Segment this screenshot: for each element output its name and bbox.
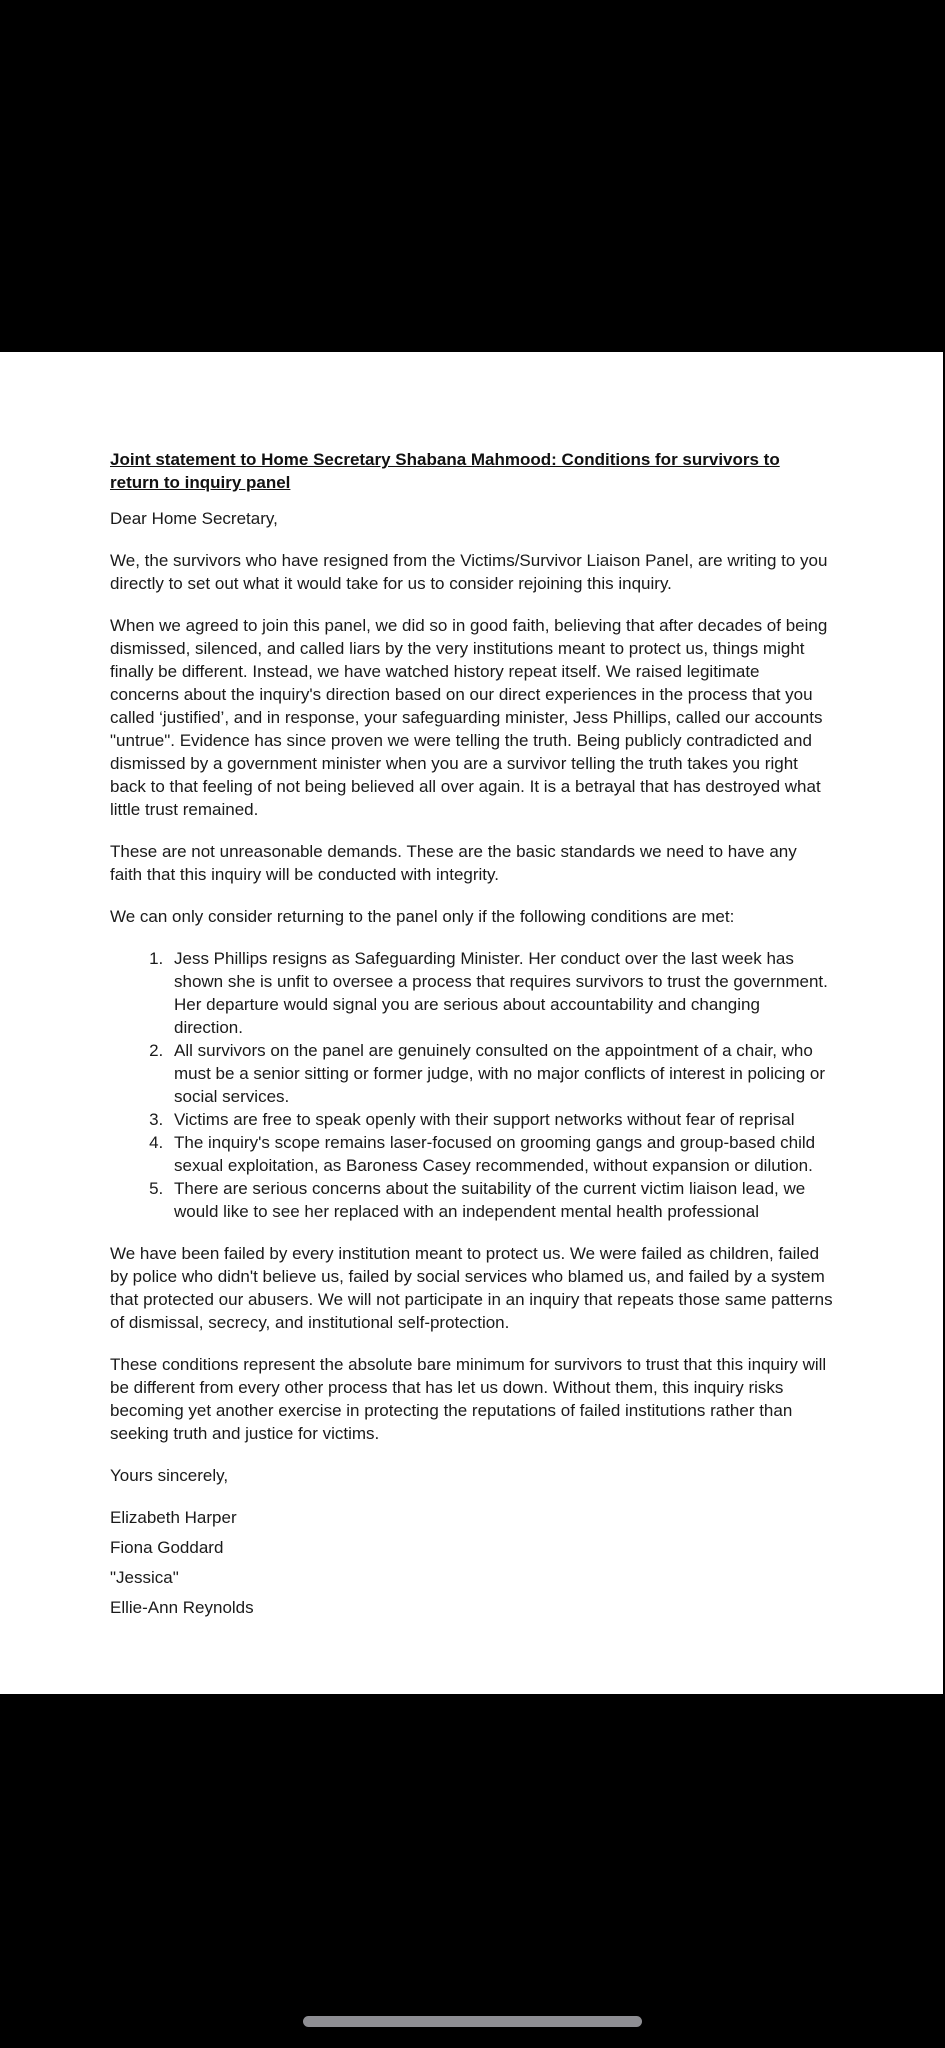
signatory: Elizabeth Harper: [110, 1508, 237, 1527]
document-page: [0, 352, 943, 1694]
paragraph-background: When we agreed to join this panel, we did so in good faith, believing that after decades of being dismissed, silenced, and called liars by the very institutions meant to protect us, things might finally be different. Instead, we have watched history repeat itself. We raised legitimate concerns about the inquiry's direction based on our direct experiences in the process that you called ‘justified’, and in response, your safeguarding minister, Jess Phillips, called our accounts "untrue". Evidence has since proven we were telling the truth. Being publicly contradicted and dismissed by a government minister when you are a survivor telling the truth takes you right back to that feeling of not being believed all over again. It is a betrayal that has destroyed what little trust remained.: [110, 616, 828, 819]
signatory: Ellie-Ann Reynolds: [110, 1598, 254, 1617]
condition-item: 5. There are serious concerns about the suitability of the current victim liaison lead, we would like to see her replaced with an independent mental health professional: [168, 1177, 833, 1223]
top-black-bar: [0, 0, 945, 352]
bottom-black-bar: [0, 1694, 945, 2048]
signatory: Fiona Goddard: [110, 1538, 224, 1557]
paragraph-intro: We, the survivors who have resigned from the Victims/Survivor Liaison Panel, are writing to you directly to set out what it would take for us to consider rejoining this inquiry.: [110, 551, 828, 593]
paragraph-failed: We have been failed by every institution meant to protect us. We were failed as children, failed by police who didn't believe us, failed by social services who blamed us, and failed by a system that protected our abusers. We will not participate in an inquiry that repeats those same patterns of dismissal, secrecy, and institutional self-protection.: [110, 1244, 833, 1332]
condition-item: 1. Jess Phillips resigns as Safeguarding Minister. Her conduct over the last week has shown she is unfit to oversee a process that requires survivors to trust the government. Her departure would signal you are serious about accountability and changing direction.: [168, 947, 833, 1039]
salutation: Dear Home Secretary,: [110, 509, 278, 528]
conditions-list: [110, 947, 833, 1223]
condition-item: 3. Victims are free to speak openly with their support networks without fear of reprisal: [168, 1108, 833, 1131]
paragraph-demands: These are not unreasonable demands. These are the basic standards we need to have any faith that this inquiry will be conducted with integrity.: [110, 842, 797, 884]
signatory: "Jessica": [110, 1568, 179, 1587]
condition-item: 2. All survivors on the panel are genuinely consulted on the appointment of a chair, who must be a senior sitting or former judge, with no major conflicts of interest in policing or social services.: [168, 1039, 833, 1108]
signoff: Yours sincerely,: [110, 1466, 229, 1485]
document-title: Joint statement to Home Secretary Shabana Mahmood: Conditions for survivors to return to inquiry panel: [110, 450, 780, 492]
paragraph-bare-minimum: These conditions represent the absolute bare minimum for survivors to trust that this inquiry will be different from every other process that has let us down. Without them, this inquiry risks becoming yet another exercise in protecting the reputations of failed institutions rather than seeking truth and justice for victims.: [110, 1355, 827, 1443]
paragraph-conditions-intro: We can only consider returning to the panel only if the following conditions are met:: [110, 907, 735, 926]
condition-item: 4. The inquiry's scope remains laser-focused on grooming gangs and group-based child sexual exploitation, as Baroness Casey recommended, without expansion or dilution.: [168, 1131, 833, 1177]
home-indicator[interactable]: [303, 2016, 642, 2027]
